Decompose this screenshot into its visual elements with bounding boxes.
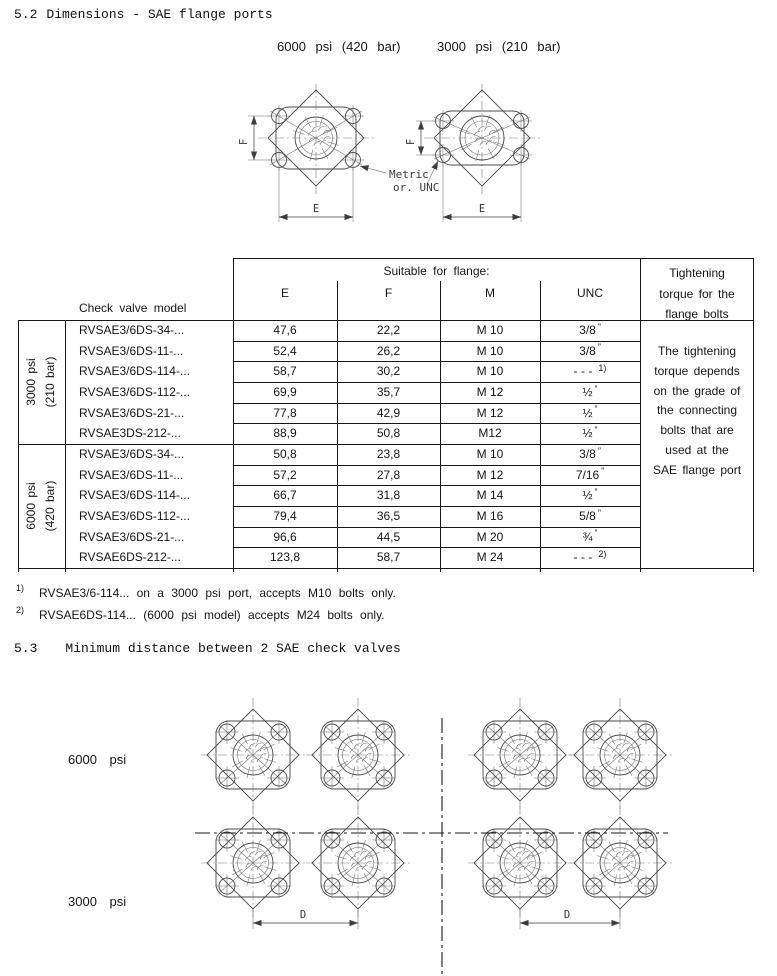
pressure-label-3000psi-top: 3000 psi (210 bar) (437, 39, 561, 54)
footnote-text: RVSAE3/6-114... on a 3000 psi port, accepts M10 bolts only. (39, 586, 396, 600)
m-cell: M 12 (476, 467, 504, 482)
unc-superscript: ” (594, 424, 598, 435)
e-cell: 69,9 (273, 385, 297, 399)
torque-note-line: used at the (665, 442, 729, 457)
torque-note-line: The tightening (657, 344, 737, 358)
model-cell: RVSAE3/6DS-114-... (79, 488, 190, 503)
unc-superscript: ” (594, 528, 598, 539)
m-cell: M 10 (476, 447, 504, 461)
m-cell: M 12 (476, 385, 504, 399)
header-check-valve-model: Check valve model (79, 301, 187, 315)
flange-drawing (201, 698, 305, 812)
unc-value: ½ (582, 385, 593, 399)
footnote-text: RVSAE6DS-114... (6000 psi model) accepts M24 bolts only. (39, 608, 385, 622)
header-col-f: F (384, 286, 393, 300)
footnote-marker: 2) (16, 605, 25, 615)
unc-value: - - - (573, 550, 593, 565)
f-cell: 36,5 (376, 509, 401, 523)
model-cell: RVSAE3DS-212-... (79, 426, 181, 441)
torque-note-line: SAE flange port (652, 462, 742, 477)
torque-note-line: bolts that are (660, 423, 734, 438)
unc-cell (540, 485, 640, 506)
header-col-m: M (485, 286, 495, 300)
unc-cell (540, 547, 640, 568)
unc-superscript: ” (594, 383, 598, 394)
header-col-e: E (280, 286, 289, 300)
pressure-group-label: 3000 psi (24, 358, 38, 406)
model-cell: RVSAE3/6DS-11-... (79, 467, 184, 482)
footnote-2 (16, 605, 385, 622)
unc-value: ½ (582, 426, 593, 441)
flange-drawing (568, 806, 672, 920)
section-5-3-heading (14, 641, 401, 656)
torque-note-cell (641, 342, 753, 481)
unc-cell (540, 444, 640, 465)
unc-superscript: ” (597, 342, 601, 353)
unc-superscript: ” (594, 486, 598, 497)
f-cell: 22,2 (376, 323, 401, 337)
dim-d-left (253, 909, 358, 929)
m-cell: M 20 (476, 529, 504, 544)
f-cell: 44,5 (376, 529, 401, 544)
unc-cell (540, 403, 640, 424)
e-cell: 66,7 (273, 488, 297, 503)
header-torque-line: torque for the (659, 286, 735, 301)
dim-label-e: E (478, 203, 486, 215)
section-title: Minimum distance between 2 SAE check valves (65, 641, 401, 656)
sae-flange-dimension-drawing (0, 60, 777, 252)
unc-superscript: ” (601, 466, 605, 477)
flange-drawing (468, 806, 572, 920)
m-cell: M 16 (476, 509, 504, 523)
unc-superscript: 1) (598, 362, 607, 373)
model-cell: RVSAE3/6DS-21-... (79, 529, 185, 544)
e-cell: 88,9 (273, 426, 297, 441)
unc-superscript: ” (597, 321, 601, 332)
unc-value: 5/8 (579, 509, 596, 523)
flange-drawing (468, 698, 572, 812)
e-cell: 57,2 (273, 467, 297, 482)
torque-note-line: torque depends (654, 363, 740, 378)
unc-value: 3/8 (579, 447, 596, 461)
model-cell: RVSAE3/6DS-34-... (79, 447, 185, 461)
unc-value: ¾ (582, 529, 593, 544)
header-col-unc: UNC (577, 286, 603, 300)
minimum-distance-drawing (0, 690, 777, 976)
unc-cell (540, 361, 640, 382)
header-tightening-torque (641, 263, 753, 325)
m-cell: M 10 (476, 343, 504, 358)
flange-6000psi-drawing (238, 84, 374, 222)
e-cell: 58,7 (273, 364, 297, 379)
section-title: Dimensions - SAE flange ports (46, 7, 273, 22)
unc-value: 7/16 (575, 467, 600, 482)
unc-value: ½ (582, 488, 593, 503)
header-torque-line: Tightening (669, 266, 725, 280)
model-cell: RVSAE6DS-212-... (79, 550, 181, 565)
flange-drawing (568, 698, 672, 812)
torque-note-line: on the grade of (653, 383, 741, 398)
footnote-marker: 1) (16, 583, 25, 593)
model-cell: RVSAE3/6DS-114-... (79, 364, 190, 379)
m-cell: M 14 (476, 488, 504, 503)
section-number: 5.2 (14, 7, 38, 22)
e-cell: 47,6 (273, 323, 297, 337)
unc-cell (540, 423, 640, 444)
m-cell: M 10 (476, 364, 504, 379)
leader-note-line1: Metric (389, 168, 429, 181)
model-cell: RVSAE3/6DS-11-... (79, 343, 184, 358)
f-cell: 50,8 (376, 426, 401, 441)
unc-value: - - - (573, 364, 593, 379)
model-cell: RVSAE3/6DS-112-... (79, 509, 190, 523)
unc-superscript: ” (594, 404, 598, 415)
dim-label-f: F (405, 138, 417, 146)
flange-drawing (306, 698, 410, 812)
unc-value: 3/8 (579, 343, 596, 358)
pressure-label-6000psi-top: 6000 psi (420 bar) (277, 39, 401, 54)
f-cell: 35,7 (376, 385, 401, 399)
header-torque-line: flange bolts (665, 307, 729, 321)
f-cell: 42,9 (376, 405, 401, 420)
leader-note-line2: or. UNC (393, 181, 440, 194)
e-cell: 52,4 (273, 343, 297, 358)
pressure-group-sublabel: (420 bar) (43, 480, 57, 532)
m-cell: M 24 (476, 550, 504, 565)
f-cell: 26,2 (376, 343, 401, 358)
f-cell: 58,7 (376, 550, 401, 565)
model-cell: RVSAE3/6DS-21-... (79, 405, 185, 420)
section-5-2-heading (14, 7, 273, 22)
footnote-1 (16, 583, 396, 600)
header-suitable-for-flange: Suitable for flange: (383, 264, 490, 278)
unc-value: 3/8 (579, 323, 596, 337)
pressure-group-sublabel: (210 bar) (43, 356, 57, 408)
unc-cell (540, 527, 640, 548)
e-cell: 50,8 (273, 447, 297, 461)
unc-value: ½ (582, 405, 593, 420)
f-cell: 31,8 (376, 488, 401, 503)
f-cell: 30,2 (376, 364, 401, 379)
flange-drawing (201, 806, 305, 920)
unc-cell (540, 465, 640, 486)
dim-d-right (520, 909, 620, 929)
dim-label-d: D (299, 909, 307, 921)
model-cell: RVSAE3/6DS-112-... (79, 385, 190, 399)
dim-label-e: E (312, 203, 320, 215)
e-cell: 123,8 (269, 550, 301, 565)
section-number: 5.3 (14, 641, 38, 656)
flange-3000psi-drawing (405, 84, 540, 222)
unc-superscript: ” (597, 445, 601, 456)
pressure-label-3000psi-bottom: 3000 psi (68, 894, 127, 909)
pressure-group-label: 6000 psi (24, 482, 38, 530)
pressure-label-6000psi-bottom: 6000 psi (68, 752, 127, 767)
unc-superscript: 2) (598, 548, 607, 559)
unc-cell (540, 506, 640, 527)
e-cell: 96,6 (273, 529, 297, 544)
dim-label-f: F (238, 138, 250, 146)
unc-cell (540, 382, 640, 403)
f-cell: 27,8 (376, 467, 401, 482)
model-cell: RVSAE3/6DS-34-... (79, 323, 185, 337)
dim-label-d: D (563, 909, 571, 921)
f-cell: 23,8 (376, 447, 401, 461)
e-cell: 77,8 (273, 405, 297, 420)
unc-cell (540, 320, 640, 341)
m-cell: M 10 (476, 323, 504, 337)
torque-note-line: the connecting (656, 403, 738, 418)
flange-drawing (306, 806, 410, 920)
unc-cell (540, 341, 640, 362)
m-cell: M12 (478, 426, 502, 441)
unc-superscript: ” (597, 507, 601, 518)
m-cell: M 12 (476, 405, 504, 420)
e-cell: 79,4 (273, 509, 297, 523)
